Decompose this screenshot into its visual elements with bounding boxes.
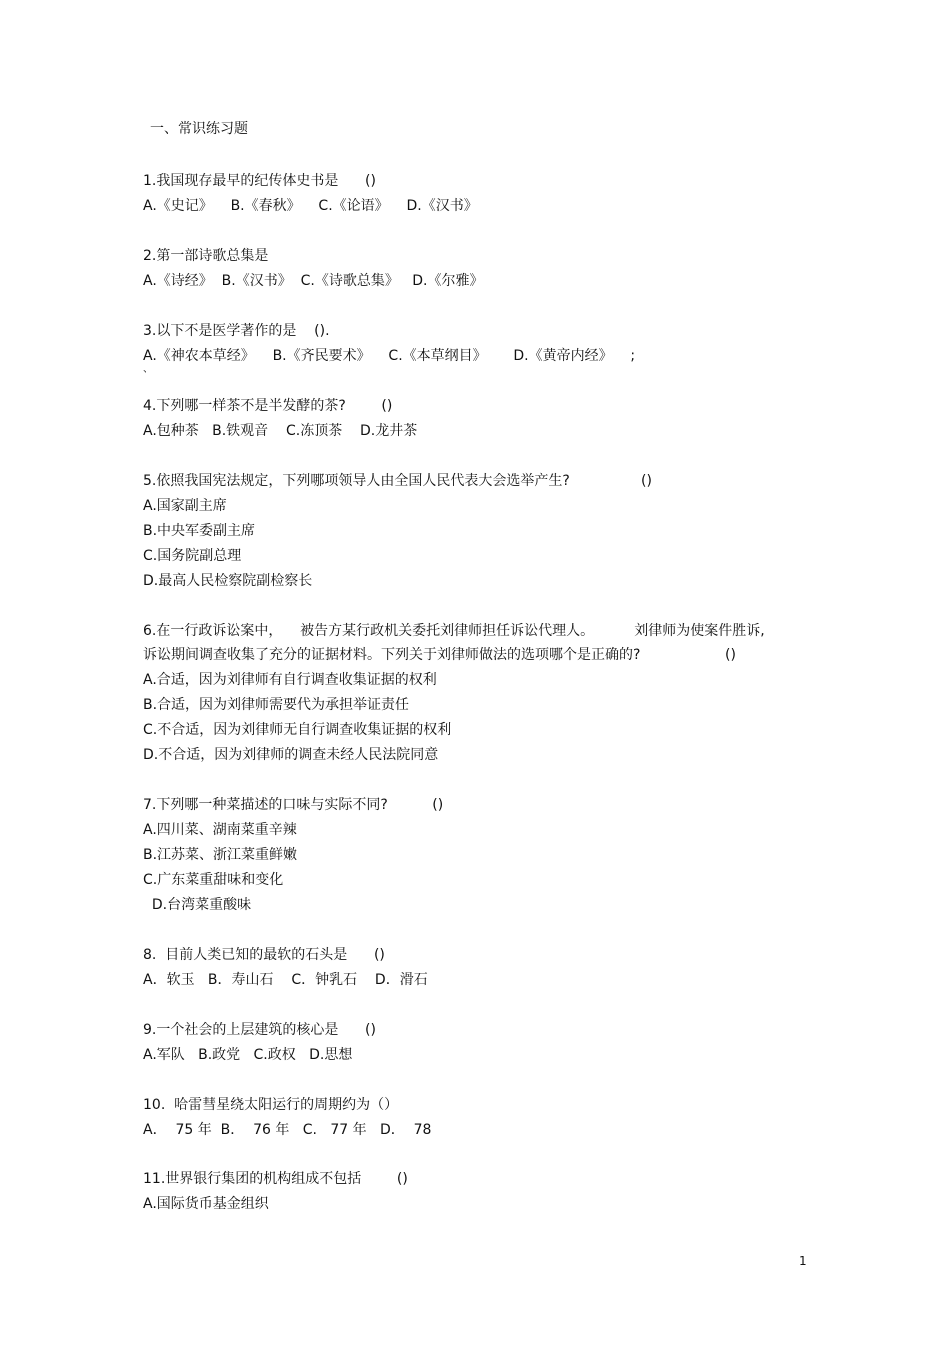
question-7-option-a: A.四川菜、湖南菜重辛辣 <box>143 822 297 838</box>
question-2-options: A.《诗经》 B.《汉书》 C.《诗歌总集》 D.《尔雅》 <box>143 273 484 289</box>
question-9-options: A.军队 B.政党 C.政权 D.思想 <box>143 1047 353 1063</box>
question-5-option-d: D.最高人民检察院副检察长 <box>143 573 313 589</box>
question-11-stem: 11.世界银行集团的机构组成不包括 () <box>143 1171 408 1187</box>
question-7-stem: 7.下列哪一种菜描述的口味与实际不同? () <box>143 797 444 813</box>
question-10-stem: 10. 哈雷彗星绕太阳运行的周期约为（） <box>143 1097 399 1113</box>
question-6-option-a: A.合适，因为刘律师有自行调查收集证据的权利 <box>143 672 437 688</box>
question-7-option-c: C.广东菜重甜味和变化 <box>143 872 284 888</box>
question-6-option-c: C.不合适，因为刘律师无自行调查收集证据的权利 <box>143 722 452 738</box>
question-4-options: A.包种茶 B.铁观音 C.冻顶茶 D.龙井茶 <box>143 423 418 439</box>
question-5-option-b: B.中央军委副主席 <box>143 523 256 539</box>
question-1-stem: 1.我国现存最早的纪传体史书是 () <box>143 173 376 189</box>
question-6-option-d: D.不合适，因为刘律师的调查未经人民法院同意 <box>143 747 439 763</box>
question-2-stem: 2.第一部诗歌总集是 <box>143 248 269 264</box>
question-9-stem: 9.一个社会的上层建筑的核心是 () <box>143 1022 376 1038</box>
question-3-stem: 3.以下不是医学著作的是 (). <box>143 323 330 339</box>
question-6-option-b: B.合适，因为刘律师需要代为承担举证责任 <box>143 697 410 713</box>
question-5-stem: 5.依照我国宪法规定，下列哪项领导人由全国人民代表大会选举产生? () <box>143 473 652 489</box>
section-title: 一、常识练习题 <box>150 121 248 137</box>
question-3-mark: 、 <box>143 364 153 375</box>
question-3-options: A.《神农本草经》 B.《齐民要术》 C.《本草纲目》 D.《黄帝内经》 ; <box>143 348 636 364</box>
question-1-options: A.《史记》 B.《春秋》 C.《论语》 D.《汉书》 <box>143 198 478 214</box>
question-11-option-a: A.国际货币基金组织 <box>143 1196 269 1212</box>
question-8-stem: 8. 目前人类已知的最软的石头是 () <box>143 947 385 963</box>
question-5-option-a: A.国家副主席 <box>143 498 227 514</box>
question-6-stem-continued: 诉讼期间调查收集了充分的证据材料。下列关于刘律师做法的选项哪个是正确的? () <box>143 647 736 663</box>
question-7-option-d: D.台湾菜重酸味 <box>143 897 252 913</box>
question-6-stem: 6.在一行政诉讼案中， 被告方某行政机关委托刘律师担任诉讼代理人。 刘律师为使案件胜诉, <box>143 623 765 639</box>
question-5-option-c: C.国务院副总理 <box>143 548 242 564</box>
page-number: 1 <box>799 1254 807 1268</box>
question-7-option-b: B.江苏菜、浙江菜重鲜嫩 <box>143 847 298 863</box>
question-8-options: A．软玉 B．寿山石 C．钟乳石 D．滑石 <box>143 972 428 988</box>
question-10-options: A． 75 年 B． 76 年 C. 77 年 D． 78 <box>143 1122 432 1138</box>
question-4-stem: 4.下列哪一样茶不是半发酵的茶? () <box>143 398 393 414</box>
